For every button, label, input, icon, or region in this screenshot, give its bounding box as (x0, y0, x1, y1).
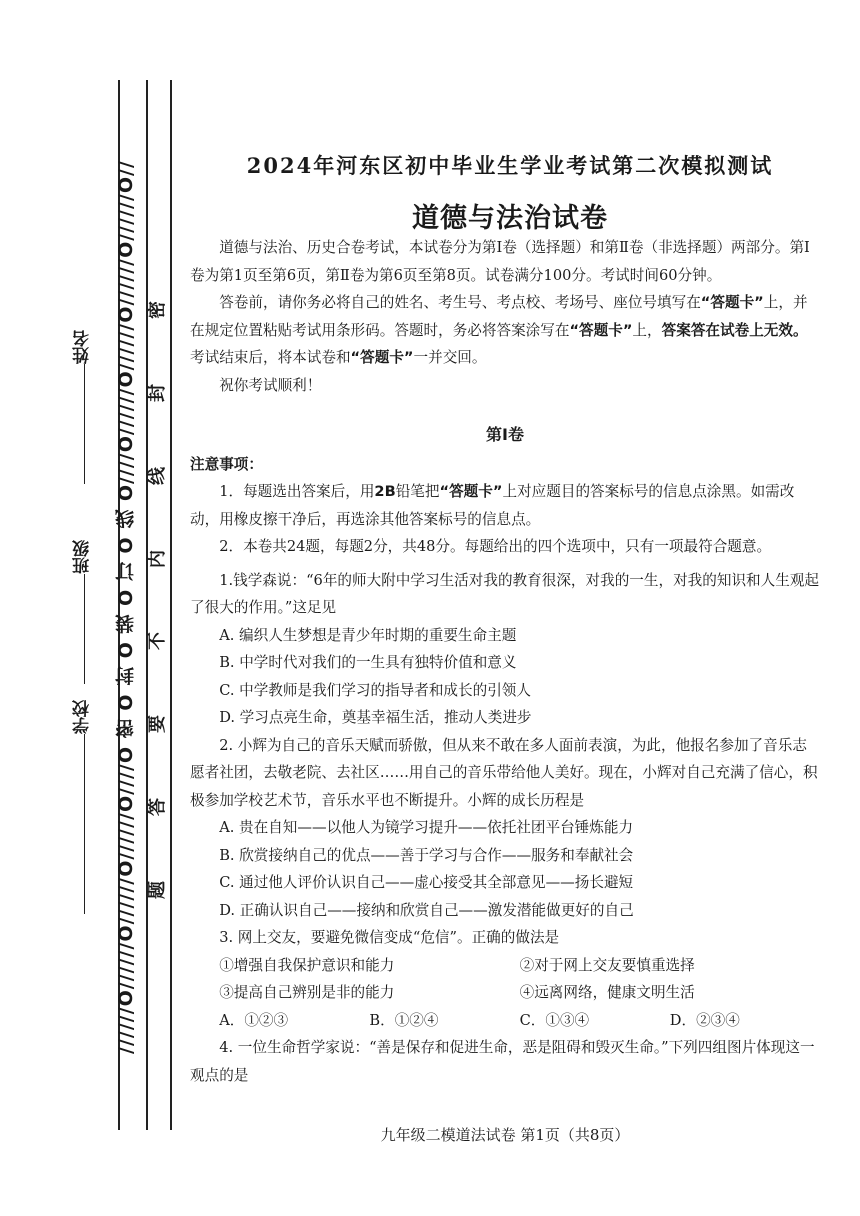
instruction-text: 答卷前，请你务必将自己的姓名、考生号、考点校、考场号、座位号填写在 (219, 294, 701, 311)
answer-card-term: “答题卡” (439, 483, 503, 500)
instruction-text: 上，并在规定位置粘贴考试用条形码。答题时，务必将答案涂写在 (190, 294, 808, 339)
seal-warning-char: 要 (147, 715, 168, 734)
question-option: B. 欣赏接纳自己的优点——善于学习与合作——服务和奉献社会 (219, 846, 634, 864)
question-stem: 4. 一位生命哲学家说：“善是保存和促进生命，恶是阻碍和毁灭生命。”下列四组图片体现这一观点的是 (190, 1039, 815, 1084)
note-item (190, 478, 820, 533)
seal-warning-char: 密 (147, 301, 168, 319)
section-title: 第Ⅰ卷 (486, 425, 524, 444)
statement-row (219, 979, 820, 1007)
question-option: B. 中学时代对我们的一生具有独特价值和意义 (219, 654, 517, 671)
class-blank[interactable] (84, 574, 85, 684)
notes-title: 注意事项： (190, 455, 263, 473)
binding-line-outer (170, 80, 172, 1130)
seal-warning (146, 300, 170, 900)
question-stem: 3. 网上交友，要避免微信变成“危信”。正确的做法是 (219, 929, 560, 946)
note-text: 上对应题目的答案标号的信息点涂黑。如需改动，用橡皮擦干净后，再选涂其他答案标号的信息点。 (190, 483, 795, 528)
answer-card-term: “答题卡” (350, 349, 414, 366)
pencil-type: 2B (374, 483, 396, 500)
school-label: 学校 (73, 700, 93, 734)
answer-card-term: “答题卡” (700, 294, 764, 311)
choice-option: A．①②③ (219, 1011, 289, 1029)
seal-warning-char: 答 (147, 798, 168, 817)
choice-row (219, 1007, 820, 1035)
statement-item: ③提高自己辨别是非的能力 (219, 984, 395, 1001)
seal-line-text: //////O//////O//////O//////O////O 密 O 封 O 装 O 订 O 线 O////O//////O//////O//////O//////O// (115, 160, 137, 1054)
paper-body (190, 234, 820, 1089)
question-stem: 1.钱学森说：“6年的师大附中学习生活对我的教育很深，对我的一生，对我的知识和人生观起了很大的作用。”这足见 (190, 571, 820, 616)
statement-item: ①增强自我保护意识和能力 (219, 956, 395, 974)
question-option: D. 学习点亮生命，奠基幸福生活，推动人类进步 (219, 709, 532, 726)
note-text: 1．每题选出答案后，用 (219, 483, 375, 500)
seal-warning-char: 线 (147, 466, 168, 485)
name-blank[interactable] (84, 364, 85, 484)
statement-row (219, 952, 820, 980)
invalid-answer-warning: 答案答在试卷上无效。 (661, 321, 808, 339)
page-footer: 九年级二模道法试卷 第1页（共8页） (380, 1126, 630, 1144)
seal-warning-char: 内 (147, 549, 168, 568)
statement-item: ④远离网络，健康文明生活 (519, 984, 695, 1001)
paper-subtitle: 道德与法治试卷 (412, 203, 608, 234)
name-field[interactable] (70, 330, 95, 484)
class-label: 班级 (73, 540, 93, 574)
instruction-text: 一并交回。 (413, 349, 487, 366)
question-option: A. 编织人生梦想是青少年时期的重要生命主题 (219, 626, 517, 644)
seal-warning-char: 不 (147, 632, 168, 651)
question-option: D. 正确认识自己——接纳和欣赏自己——激发潜能做更好的自己 (219, 901, 634, 919)
statement-item: ②对于网上交友要慎重选择 (519, 956, 695, 974)
intro-paragraph: 道德与法治、历史合卷考试，本试卷分为第Ⅰ卷（选择题）和第Ⅱ卷（非选择题）两部分。第Ⅰ卷为第1页至第6页，第Ⅱ卷为第6页至第8页。试卷满分100分。考试时间60分钟。 (190, 239, 810, 284)
answer-card-term: “答题卡” (569, 321, 633, 339)
name-label: 姓名 (73, 330, 93, 364)
question-option: C. 中学教师是我们学习的指导者和成长的引领人 (219, 681, 531, 699)
instruction-text: 上， (632, 321, 662, 339)
instruction-text: 考试结束后，将本试卷和 (190, 349, 351, 366)
good-luck-text: 祝你考试顺利！ (219, 376, 322, 394)
class-field[interactable] (70, 540, 95, 684)
school-blank[interactable] (84, 734, 85, 914)
question-option: C. 通过他人评价认识自己——虚心接受其全部意见——扬长避短 (219, 874, 634, 891)
exam-title: 2024年河东区初中毕业生学业考试第二次模拟测试 (246, 153, 774, 178)
seal-warning-char: 封 (147, 383, 168, 402)
choice-option: D．②③④ (669, 1011, 740, 1029)
seal-warning-char: 题 (147, 880, 168, 899)
question-stem: 2. 小辉为自己的音乐天赋而骄傲，但从来不敢在多人面前表演，为此，他报名参加了音乐志愿者社团，去敬老院、去社区……用自己的音乐带给他人美好。现在，小辉对自己充满了信心，积极参加学校艺术节，音乐水平也不断提升。小辉的成长历程是 (190, 736, 818, 809)
note-item: 2．本卷共24题，每题2分，共48分。每题给出的四个选项中，只有一项最符合题意。 (219, 538, 772, 555)
instruction-paragraph (190, 289, 820, 372)
school-field[interactable] (70, 700, 95, 914)
note-text: 铅笔把 (395, 483, 440, 500)
choice-option: C．①③④ (519, 1011, 590, 1029)
question-option: A. 贵在自知——以他人为镜学习提升——依托社团平台锤炼能力 (219, 819, 634, 836)
choice-option: B．①②④ (369, 1011, 439, 1029)
